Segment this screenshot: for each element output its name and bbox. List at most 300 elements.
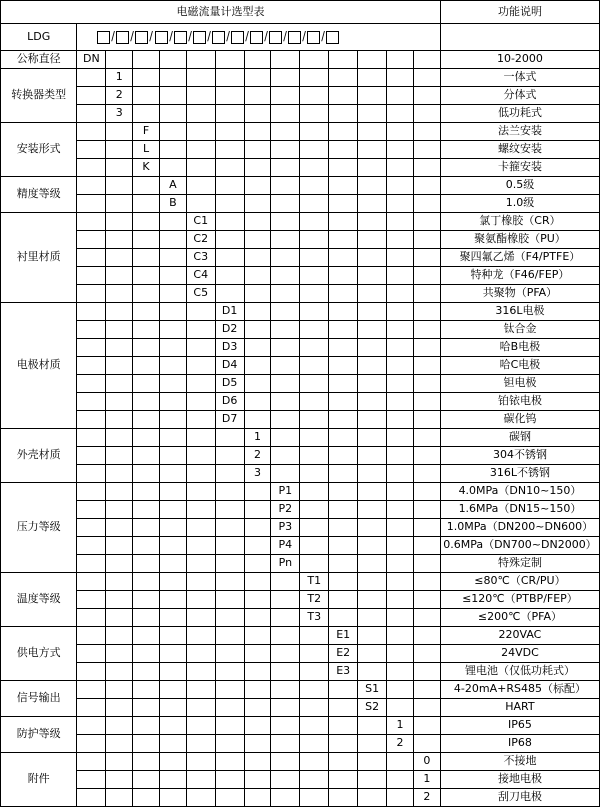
empty-cell	[215, 465, 244, 483]
empty-cell	[159, 465, 186, 483]
option-code[interactable]: P3	[271, 519, 300, 537]
option-code[interactable]: C1	[186, 213, 215, 231]
empty-cell	[159, 411, 186, 429]
empty-cell	[186, 789, 215, 807]
empty-cell	[77, 789, 106, 807]
empty-cell	[387, 429, 414, 447]
option-description: ≤80℃（CR/PU）	[440, 573, 599, 591]
empty-cell	[186, 141, 215, 159]
empty-cell	[300, 87, 329, 105]
code-box[interactable]	[269, 31, 282, 44]
option-code[interactable]: 2	[387, 735, 414, 753]
slash-separator: /	[206, 29, 211, 44]
empty-cell	[133, 303, 160, 321]
empty-cell	[244, 375, 271, 393]
empty-cell	[413, 51, 440, 69]
table-row	[1, 159, 600, 177]
empty-cell	[159, 69, 186, 87]
empty-cell	[133, 663, 160, 681]
option-code[interactable]: 2	[106, 87, 133, 105]
empty-cell	[106, 645, 133, 663]
empty-cell	[106, 501, 133, 519]
empty-cell	[271, 771, 300, 789]
empty-cell	[106, 393, 133, 411]
empty-cell	[387, 537, 414, 555]
empty-cell	[186, 177, 215, 195]
empty-cell	[77, 465, 106, 483]
empty-cell	[244, 339, 271, 357]
option-code[interactable]: D6	[215, 393, 244, 411]
empty-cell	[186, 429, 215, 447]
empty-cell	[329, 123, 358, 141]
empty-cell	[159, 699, 186, 717]
empty-cell	[133, 51, 160, 69]
empty-cell	[300, 429, 329, 447]
empty-cell	[329, 699, 358, 717]
empty-cell	[271, 303, 300, 321]
empty-cell	[387, 123, 414, 141]
empty-cell	[413, 159, 440, 177]
empty-cell	[215, 195, 244, 213]
empty-cell	[358, 753, 387, 771]
option-description: 聚氨酯橡胶（PU）	[440, 231, 599, 249]
empty-cell	[271, 285, 300, 303]
empty-cell	[300, 375, 329, 393]
option-code[interactable]: D5	[215, 375, 244, 393]
empty-cell	[358, 375, 387, 393]
option-code[interactable]: 1	[387, 717, 414, 735]
code-box[interactable]	[97, 31, 110, 44]
empty-cell	[159, 573, 186, 591]
option-description: 接地电极	[440, 771, 599, 789]
option-description: 哈C电极	[440, 357, 599, 375]
empty-cell	[300, 645, 329, 663]
empty-cell	[387, 411, 414, 429]
empty-cell	[159, 213, 186, 231]
option-code[interactable]: T3	[300, 609, 329, 627]
table-row	[1, 663, 600, 681]
empty-cell	[215, 789, 244, 807]
empty-cell	[387, 213, 414, 231]
empty-cell	[159, 789, 186, 807]
empty-cell	[244, 555, 271, 573]
empty-cell	[244, 393, 271, 411]
option-code[interactable]: 1	[106, 69, 133, 87]
empty-cell	[244, 519, 271, 537]
empty-cell	[133, 105, 160, 123]
empty-cell	[329, 717, 358, 735]
empty-cell	[244, 177, 271, 195]
option-code[interactable]: A	[159, 177, 186, 195]
empty-cell	[244, 357, 271, 375]
empty-cell	[271, 663, 300, 681]
option-code[interactable]: P2	[271, 501, 300, 519]
empty-cell	[329, 753, 358, 771]
empty-cell	[159, 321, 186, 339]
empty-cell	[215, 267, 244, 285]
code-box[interactable]	[307, 31, 320, 44]
empty-cell	[77, 483, 106, 501]
empty-cell	[106, 609, 133, 627]
option-description: IP68	[440, 735, 599, 753]
option-description: 24VDC	[440, 645, 599, 663]
empty-cell	[387, 321, 414, 339]
empty-cell	[77, 753, 106, 771]
empty-cell	[329, 609, 358, 627]
empty-cell	[159, 771, 186, 789]
empty-cell	[300, 51, 329, 69]
option-code[interactable]: 2	[244, 447, 271, 465]
empty-cell	[300, 555, 329, 573]
empty-cell	[387, 753, 414, 771]
empty-cell	[387, 699, 414, 717]
empty-cell	[133, 231, 160, 249]
empty-cell	[186, 357, 215, 375]
empty-cell	[215, 231, 244, 249]
empty-cell	[358, 483, 387, 501]
empty-cell	[215, 51, 244, 69]
empty-cell	[358, 87, 387, 105]
empty-cell	[244, 789, 271, 807]
empty-cell	[186, 303, 215, 321]
option-code[interactable]: 0	[413, 753, 440, 771]
empty-cell	[159, 159, 186, 177]
empty-cell	[329, 573, 358, 591]
option-code[interactable]: P4	[271, 537, 300, 555]
table-row	[1, 393, 600, 411]
empty-cell	[329, 681, 358, 699]
empty-cell	[358, 519, 387, 537]
option-code[interactable]: P1	[271, 483, 300, 501]
option-code[interactable]: 1	[413, 771, 440, 789]
header-description-blank	[440, 24, 599, 51]
empty-cell	[133, 285, 160, 303]
empty-cell	[186, 591, 215, 609]
code-box[interactable]	[116, 31, 129, 44]
empty-cell	[300, 627, 329, 645]
code-box[interactable]	[155, 31, 168, 44]
empty-cell	[387, 69, 414, 87]
empty-cell	[77, 429, 106, 447]
empty-cell	[77, 663, 106, 681]
option-description: IP65	[440, 717, 599, 735]
empty-cell	[77, 699, 106, 717]
empty-cell	[271, 645, 300, 663]
group-label: 温度等级	[1, 573, 77, 627]
empty-cell	[215, 555, 244, 573]
empty-cell	[271, 753, 300, 771]
empty-cell	[358, 537, 387, 555]
empty-cell	[186, 717, 215, 735]
empty-cell	[244, 87, 271, 105]
empty-cell	[186, 123, 215, 141]
option-description: 碳化钨	[440, 411, 599, 429]
empty-cell	[159, 501, 186, 519]
table-row	[1, 87, 600, 105]
table-row	[1, 573, 600, 591]
table-row	[1, 285, 600, 303]
table-row	[1, 717, 600, 735]
empty-cell	[387, 591, 414, 609]
table-row	[1, 753, 600, 771]
empty-cell	[215, 735, 244, 753]
empty-cell	[329, 375, 358, 393]
option-description: 304不锈钢	[440, 447, 599, 465]
empty-cell	[300, 141, 329, 159]
option-code[interactable]: C3	[186, 249, 215, 267]
empty-cell	[133, 339, 160, 357]
empty-cell	[215, 177, 244, 195]
empty-cell	[77, 195, 106, 213]
code-box[interactable]	[231, 31, 244, 44]
table-row	[1, 267, 600, 285]
empty-cell	[244, 285, 271, 303]
empty-cell	[215, 285, 244, 303]
table-row	[1, 195, 600, 213]
empty-cell	[159, 267, 186, 285]
empty-cell	[271, 465, 300, 483]
empty-cell	[215, 681, 244, 699]
empty-cell	[300, 465, 329, 483]
empty-cell	[413, 339, 440, 357]
empty-cell	[106, 177, 133, 195]
empty-cell	[413, 735, 440, 753]
slash-separator: /	[321, 29, 325, 44]
empty-cell	[329, 339, 358, 357]
empty-cell	[413, 285, 440, 303]
empty-cell	[387, 465, 414, 483]
empty-cell	[413, 429, 440, 447]
empty-cell	[358, 447, 387, 465]
option-code[interactable]: D4	[215, 357, 244, 375]
empty-cell	[244, 69, 271, 87]
option-description: 1.0级	[440, 195, 599, 213]
option-code[interactable]: K	[133, 159, 160, 177]
empty-cell	[186, 753, 215, 771]
empty-cell	[329, 519, 358, 537]
table-row	[1, 627, 600, 645]
code-box[interactable]	[326, 31, 339, 44]
empty-cell	[77, 213, 106, 231]
empty-cell	[215, 429, 244, 447]
empty-cell	[413, 87, 440, 105]
empty-cell	[387, 177, 414, 195]
option-code[interactable]: C5	[186, 285, 215, 303]
empty-cell	[387, 357, 414, 375]
empty-cell	[244, 771, 271, 789]
empty-cell	[300, 753, 329, 771]
empty-cell	[159, 681, 186, 699]
empty-cell	[413, 573, 440, 591]
table-row	[1, 465, 600, 483]
empty-cell	[106, 789, 133, 807]
empty-cell	[358, 177, 387, 195]
page-title: 电磁流量计选型表	[1, 1, 441, 24]
option-code[interactable]: F	[133, 123, 160, 141]
empty-cell	[300, 357, 329, 375]
empty-cell	[186, 645, 215, 663]
empty-cell	[77, 717, 106, 735]
option-code[interactable]: E1	[329, 627, 358, 645]
code-box[interactable]	[288, 31, 301, 44]
empty-cell	[271, 411, 300, 429]
empty-cell	[387, 195, 414, 213]
empty-cell	[329, 177, 358, 195]
empty-cell	[271, 573, 300, 591]
option-description: HART	[440, 699, 599, 717]
empty-cell	[329, 231, 358, 249]
empty-cell	[77, 123, 106, 141]
empty-cell	[271, 321, 300, 339]
table-row	[1, 447, 600, 465]
empty-cell	[358, 573, 387, 591]
option-code[interactable]: E2	[329, 645, 358, 663]
empty-cell	[271, 735, 300, 753]
option-description: 4.0MPa（DN10~150）	[440, 483, 599, 501]
empty-cell	[159, 123, 186, 141]
table-row	[1, 483, 600, 501]
empty-cell	[358, 231, 387, 249]
empty-cell	[271, 123, 300, 141]
option-code[interactable]: T2	[300, 591, 329, 609]
option-code[interactable]: 3	[106, 105, 133, 123]
empty-cell	[358, 141, 387, 159]
option-code[interactable]: D1	[215, 303, 244, 321]
empty-cell	[106, 321, 133, 339]
option-description: 1.0MPa（DN200~DN600）	[440, 519, 599, 537]
empty-cell	[106, 411, 133, 429]
option-code[interactable]: S1	[358, 681, 387, 699]
empty-cell	[106, 465, 133, 483]
empty-cell	[77, 177, 106, 195]
table-row	[1, 681, 600, 699]
option-code[interactable]: E3	[329, 663, 358, 681]
empty-cell	[106, 699, 133, 717]
empty-cell	[133, 195, 160, 213]
option-code[interactable]: 1	[244, 429, 271, 447]
empty-cell	[244, 321, 271, 339]
empty-cell	[77, 645, 106, 663]
empty-cell	[329, 789, 358, 807]
table-row	[1, 51, 600, 69]
empty-cell	[106, 537, 133, 555]
empty-cell	[387, 771, 414, 789]
empty-cell	[186, 483, 215, 501]
empty-cell	[244, 681, 271, 699]
table-row	[1, 213, 600, 231]
empty-cell	[186, 519, 215, 537]
option-code[interactable]: 2	[413, 789, 440, 807]
option-code[interactable]: B	[159, 195, 186, 213]
empty-cell	[215, 249, 244, 267]
code-box[interactable]	[250, 31, 263, 44]
empty-cell	[133, 681, 160, 699]
empty-cell	[300, 213, 329, 231]
option-description: 锂电池（仅低功耗式）	[440, 663, 599, 681]
option-description: ≤200℃（PFA）	[440, 609, 599, 627]
empty-cell	[387, 483, 414, 501]
option-code[interactable]: D2	[215, 321, 244, 339]
empty-cell	[300, 735, 329, 753]
table-row	[1, 699, 600, 717]
empty-cell	[106, 195, 133, 213]
code-box[interactable]	[174, 31, 187, 44]
empty-cell	[244, 591, 271, 609]
empty-cell	[300, 519, 329, 537]
option-code[interactable]: D7	[215, 411, 244, 429]
option-code[interactable]: L	[133, 141, 160, 159]
empty-cell	[358, 51, 387, 69]
empty-cell	[244, 645, 271, 663]
option-description: 10-2000	[440, 51, 599, 69]
empty-cell	[159, 393, 186, 411]
empty-cell	[244, 753, 271, 771]
empty-cell	[358, 591, 387, 609]
empty-cell	[106, 429, 133, 447]
option-code[interactable]: 3	[244, 465, 271, 483]
empty-cell	[271, 357, 300, 375]
option-description: 法兰安装	[440, 123, 599, 141]
option-code[interactable]: DN	[77, 51, 106, 69]
group-label: 附件	[1, 753, 77, 807]
empty-cell	[413, 609, 440, 627]
empty-cell	[159, 285, 186, 303]
empty-cell	[159, 105, 186, 123]
empty-cell	[215, 105, 244, 123]
empty-cell	[106, 447, 133, 465]
empty-cell	[387, 555, 414, 573]
empty-cell	[215, 537, 244, 555]
empty-cell	[387, 789, 414, 807]
empty-cell	[133, 177, 160, 195]
table-row	[1, 339, 600, 357]
code-box[interactable]	[212, 31, 225, 44]
empty-cell	[133, 357, 160, 375]
empty-cell	[329, 159, 358, 177]
empty-cell	[215, 627, 244, 645]
empty-cell	[106, 141, 133, 159]
empty-cell	[413, 195, 440, 213]
option-code[interactable]: Pn	[271, 555, 300, 573]
empty-cell	[413, 177, 440, 195]
option-code[interactable]: S2	[358, 699, 387, 717]
empty-cell	[329, 357, 358, 375]
option-code[interactable]: D3	[215, 339, 244, 357]
empty-cell	[387, 303, 414, 321]
option-code[interactable]: T1	[300, 573, 329, 591]
empty-cell	[215, 609, 244, 627]
empty-cell	[159, 429, 186, 447]
empty-cell	[244, 609, 271, 627]
empty-cell	[413, 447, 440, 465]
option-code[interactable]: C4	[186, 267, 215, 285]
empty-cell	[300, 159, 329, 177]
empty-cell	[159, 375, 186, 393]
empty-cell	[77, 735, 106, 753]
code-box[interactable]	[193, 31, 206, 44]
option-description: 氯丁橡胶（CR）	[440, 213, 599, 231]
code-box[interactable]	[135, 31, 148, 44]
empty-cell	[329, 267, 358, 285]
empty-cell	[106, 231, 133, 249]
empty-cell	[77, 447, 106, 465]
empty-cell	[186, 321, 215, 339]
option-description: 特殊定制	[440, 555, 599, 573]
slash-separator: /	[149, 29, 154, 44]
option-code[interactable]: C2	[186, 231, 215, 249]
empty-cell	[271, 213, 300, 231]
empty-cell	[413, 105, 440, 123]
